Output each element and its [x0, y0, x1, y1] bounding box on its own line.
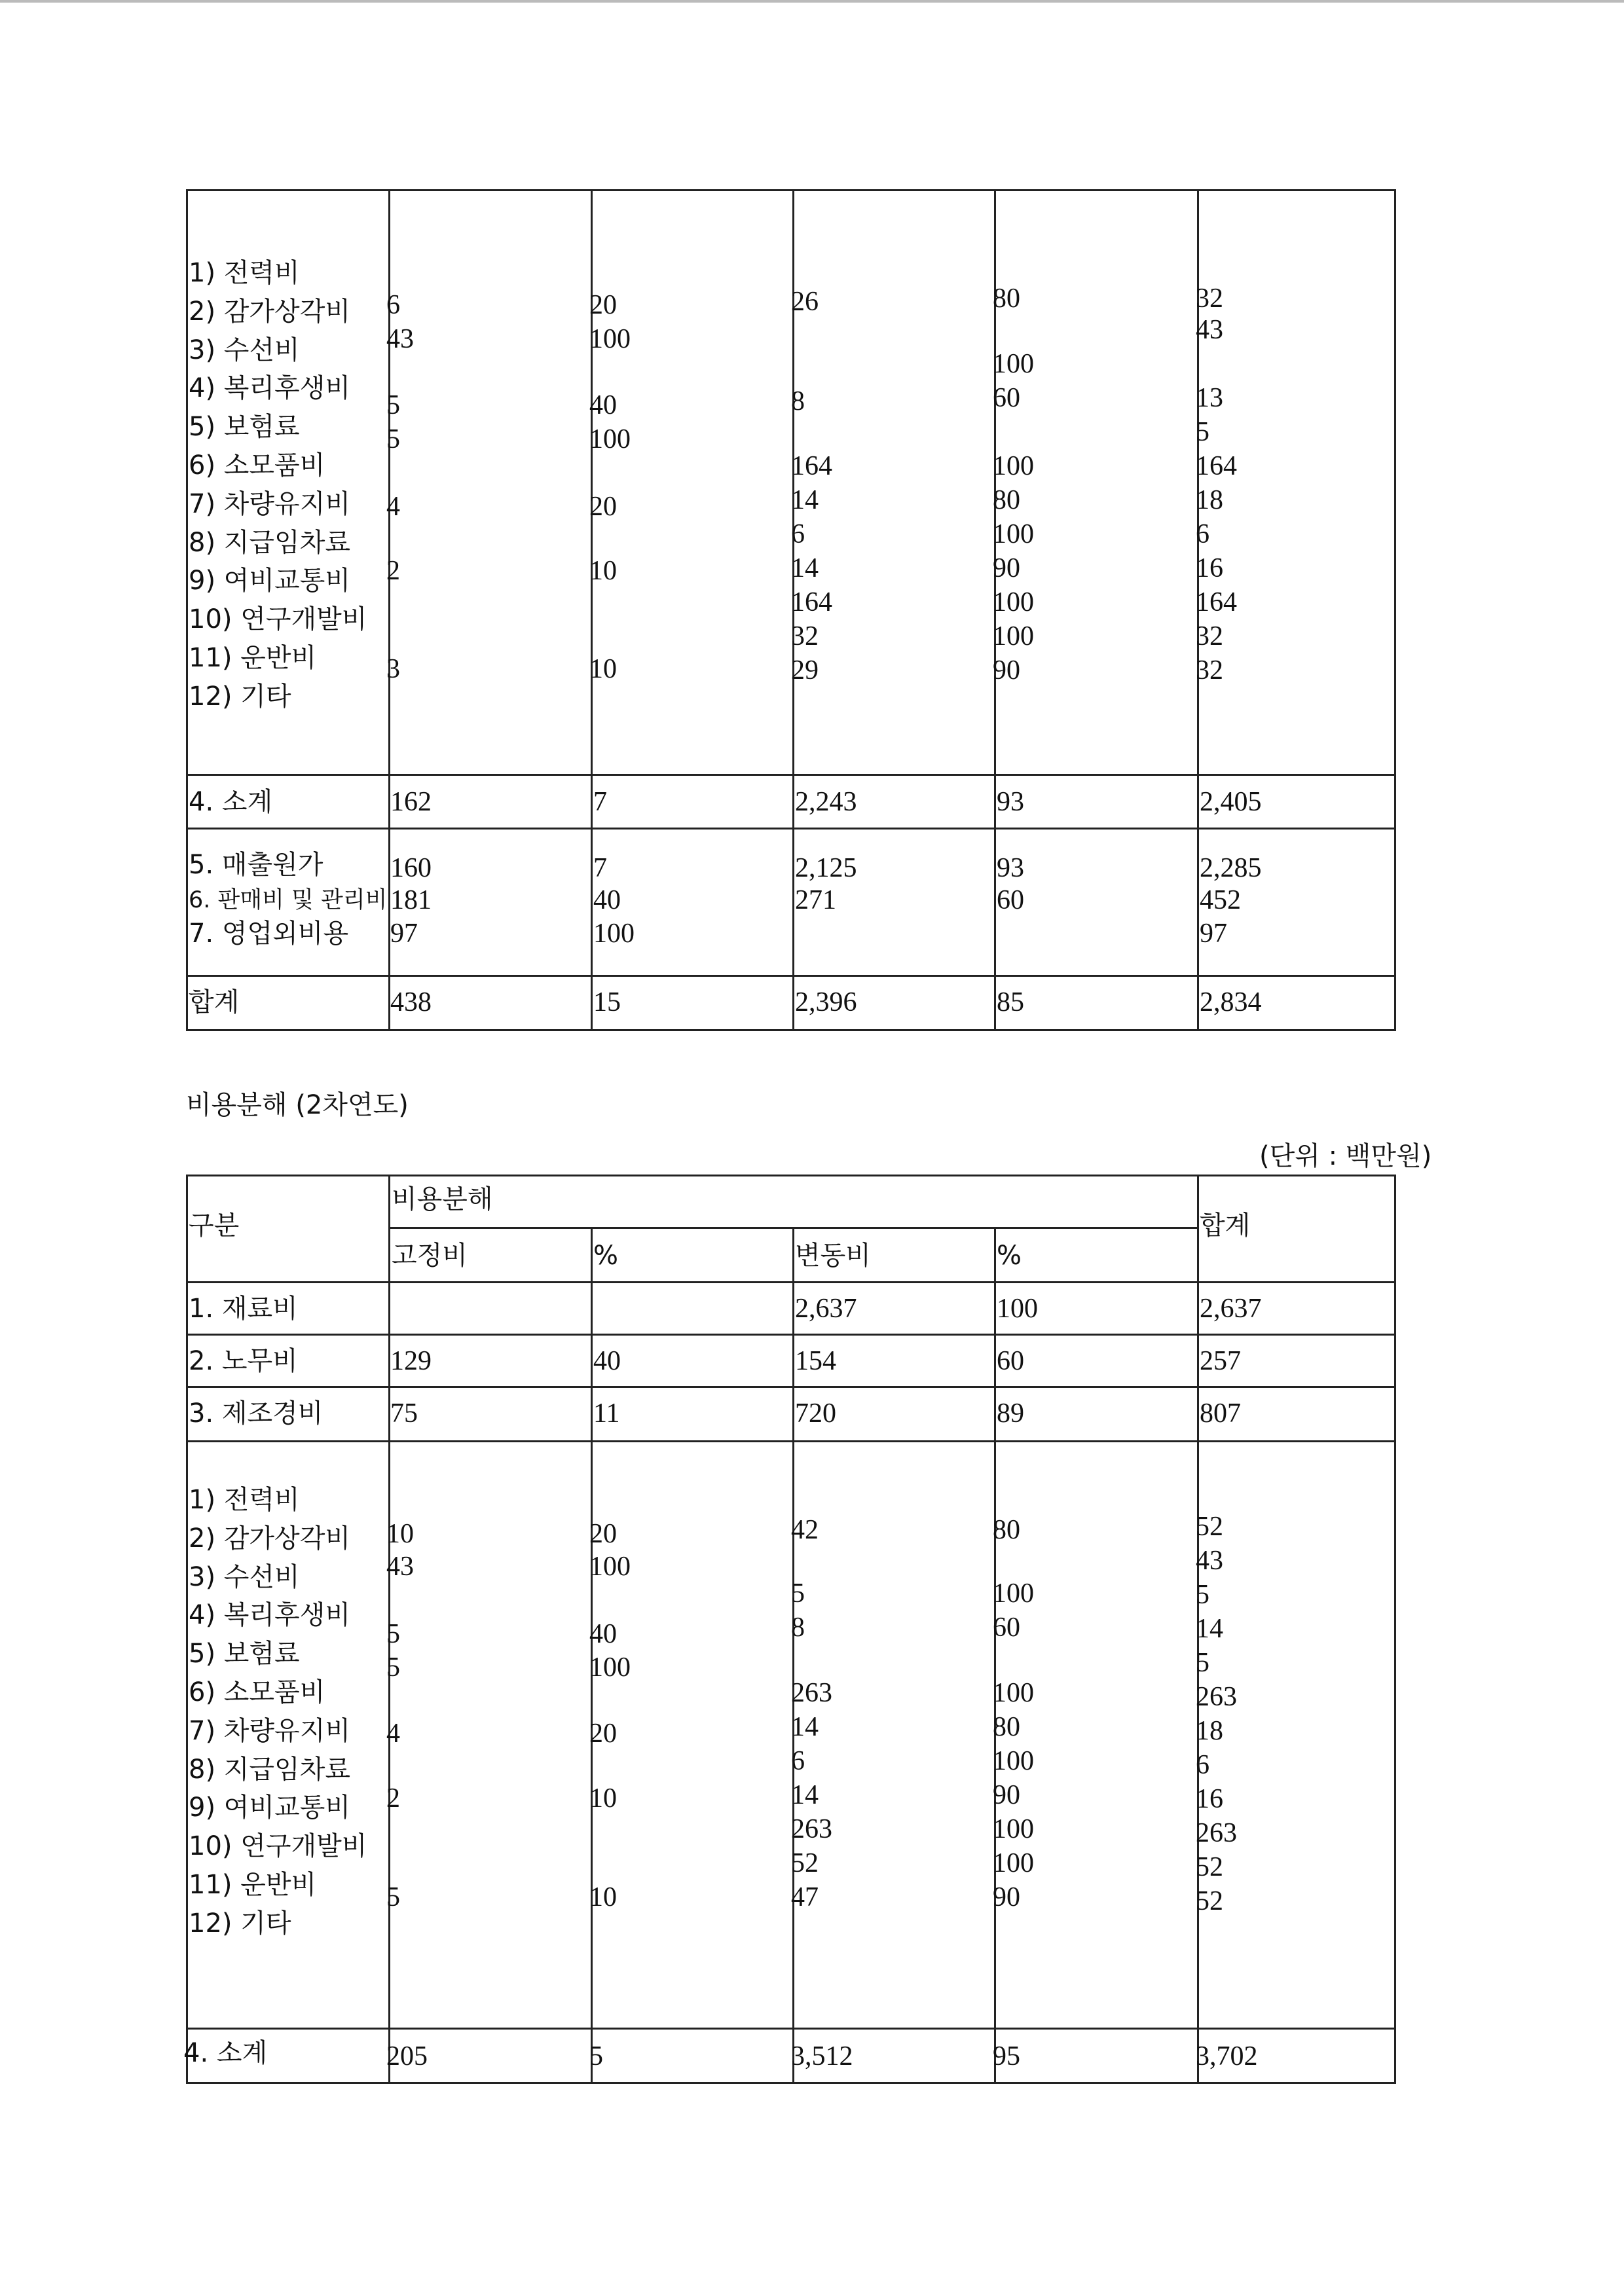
table-cell: 3,702	[1196, 2041, 1258, 2071]
list-item: 8) 지급임차료	[189, 1754, 350, 1785]
list-item: 6) 소모품비	[189, 1677, 325, 1707]
table-cell: 93	[997, 787, 1024, 817]
table-border	[186, 828, 1396, 829]
table-cell: 15	[593, 987, 621, 1017]
table-cell: 100	[993, 451, 1034, 481]
table-cell: 40	[593, 1346, 621, 1376]
table-cell: 16	[1196, 553, 1223, 583]
table-cell: 40	[593, 885, 621, 915]
table-cell: 129	[390, 1346, 432, 1376]
row-label: 합계	[189, 987, 240, 1017]
unit-label: (단위 : 백만원)	[1259, 1141, 1432, 1171]
table-cell: 5	[386, 1652, 400, 1683]
table-cell: 2,285	[1200, 853, 1262, 883]
table-cell: 164	[1196, 451, 1237, 481]
table-border	[792, 1227, 794, 2084]
table-cell: 32	[1196, 283, 1223, 314]
list-item: 1) 전력비	[189, 258, 300, 288]
row-label: 5. 매출원가	[189, 850, 323, 880]
table-cell: 2,125	[795, 853, 857, 883]
table-border	[186, 774, 1396, 776]
table-cell: 2,637	[795, 1294, 857, 1324]
table-cell: 52	[1196, 1852, 1223, 1882]
table-cell: 5	[386, 1882, 400, 1912]
row-label: 7. 영업외비용	[189, 919, 349, 949]
column-header: 구분	[189, 1211, 240, 1241]
table-cell: 95	[993, 2041, 1020, 2071]
variable-cost-column	[791, 449, 832, 687]
table-cell: 40	[589, 1619, 617, 1649]
list-item: 4) 복리후생비	[189, 1600, 350, 1631]
table-cell: 14	[791, 1780, 819, 1810]
list-item: 5) 보험료	[189, 412, 300, 443]
list-item: 3) 수선비	[189, 335, 300, 365]
variable-pct-column	[993, 1676, 1034, 1914]
table-cell: 100	[993, 1678, 1034, 1708]
table-border	[994, 1227, 996, 2084]
table-cell: 5	[1196, 417, 1209, 447]
table-cell: 100	[993, 621, 1034, 651]
list-item: 9) 여비교통비	[189, 566, 350, 596]
variable-pct-column	[993, 449, 1034, 687]
table-cell: 90	[993, 553, 1020, 583]
table-cell: 807	[1200, 1398, 1241, 1429]
table-border	[186, 1334, 1396, 1336]
table-cell: 4	[386, 492, 400, 522]
table-border	[1394, 189, 1396, 1031]
table-cell: 100	[993, 1848, 1034, 1878]
table-cell: 80	[993, 1515, 1020, 1545]
column-header-group: 비용분해	[392, 1184, 493, 1214]
scan-top-edge	[0, 0, 1624, 3]
table-cell: 5	[1196, 1648, 1209, 1678]
column-header: 고정비	[392, 1241, 468, 1271]
table-cell: 89	[997, 1398, 1024, 1429]
table-cell: 164	[791, 451, 832, 481]
table-cell: 100	[993, 1814, 1034, 1844]
table-cell: 93	[997, 853, 1024, 883]
list-item: 4) 복리후생비	[189, 373, 350, 404]
table-cell: 2,396	[795, 987, 857, 1017]
table-cell: 6	[1196, 1750, 1209, 1780]
table-cell: 16	[1196, 1784, 1223, 1814]
list-item: 12) 기타	[189, 681, 291, 712]
table-cell: 32	[1196, 655, 1223, 685]
table-cell: 43	[1196, 1546, 1223, 1576]
table-cell: 7	[593, 853, 607, 883]
table-cell: 6	[386, 290, 400, 320]
table-cell: 2,405	[1200, 787, 1262, 817]
table-cell: 100	[589, 1552, 631, 1582]
table-cell: 8	[791, 1613, 805, 1643]
table-border	[1394, 1175, 1396, 2084]
table-cell: 4	[386, 1719, 400, 1749]
table-cell: 100	[993, 587, 1034, 617]
table-cell: 60	[993, 1613, 1020, 1643]
variable-cost-column	[791, 1676, 832, 1914]
total-column	[1196, 415, 1237, 687]
list-item: 12) 기타	[189, 1908, 291, 1939]
list-item: 5) 보험료	[189, 1639, 300, 1669]
column-header: 합계	[1200, 1211, 1251, 1241]
table-cell: 52	[791, 1848, 819, 1878]
table-cell: 5	[386, 1619, 400, 1649]
table-cell: 263	[1196, 1682, 1237, 1712]
table-border	[186, 2082, 1396, 2084]
table-cell: 14	[791, 1712, 819, 1742]
table-cell: 2	[386, 556, 400, 586]
table-border	[186, 2028, 1396, 2030]
table-cell: 14	[791, 485, 819, 515]
row-label: 1. 재료비	[189, 1294, 298, 1324]
table-cell: 5	[1196, 1580, 1209, 1610]
table-cell: 43	[386, 324, 414, 354]
expense-item-list	[189, 1481, 367, 1943]
table-cell: 90	[993, 1780, 1020, 1810]
table-cell: 29	[791, 655, 819, 685]
table-cell: 154	[795, 1346, 836, 1376]
table-border	[186, 1386, 1396, 1388]
column-header: %	[997, 1241, 1022, 1271]
table-cell: 164	[1196, 587, 1237, 617]
row-label: 4. 소계	[183, 2038, 268, 2068]
table-cell: 3,512	[791, 2041, 853, 2071]
list-item: 10) 연구개발비	[189, 604, 367, 635]
table-cell: 18	[1196, 1716, 1223, 1746]
list-item: 3) 수선비	[189, 1561, 300, 1592]
list-item: 1) 전력비	[189, 1485, 300, 1515]
expense-item-list	[189, 254, 367, 716]
table-cell: 43	[1196, 315, 1223, 345]
table-cell: 263	[791, 1814, 832, 1844]
table-cell: 18	[1196, 485, 1223, 515]
table-cell: 2,243	[795, 787, 857, 817]
list-item: 11) 운반비	[189, 1869, 317, 1900]
table-border	[186, 189, 1396, 191]
table-border	[186, 1281, 1396, 1283]
table-cell: 100	[589, 424, 631, 454]
table-cell: 47	[791, 1882, 819, 1912]
list-item: 6) 소모품비	[189, 450, 325, 481]
total-column	[1196, 1510, 1237, 1918]
table-cell: 11	[593, 1398, 620, 1429]
row-label: 6. 판매비 및 관리비	[189, 887, 388, 913]
list-item: 7) 차량유지비	[189, 488, 350, 519]
table-cell: 6	[1196, 519, 1209, 549]
table-cell: 97	[1200, 919, 1227, 949]
table-cell: 14	[791, 553, 819, 583]
table-border	[186, 189, 188, 1031]
table-cell: 80	[993, 283, 1020, 314]
table-cell: 5	[386, 390, 400, 420]
table-cell: 263	[791, 1678, 832, 1708]
table-cell: 80	[993, 1712, 1020, 1742]
row-label: 2. 노무비	[189, 1346, 298, 1376]
table-cell: 20	[589, 1519, 617, 1549]
list-item: 2) 감가상각비	[189, 296, 350, 327]
table-cell: 100	[993, 1746, 1034, 1776]
table-cell: 100	[993, 1578, 1034, 1609]
list-item: 8) 지급임차료	[189, 527, 350, 558]
table-cell: 90	[993, 655, 1020, 685]
table-cell: 52	[1196, 1886, 1223, 1916]
table-cell: 5	[791, 1578, 805, 1609]
table-cell: 10	[386, 1519, 414, 1549]
row-label: 4. 소계	[189, 787, 273, 817]
list-item: 2) 감가상각비	[189, 1523, 350, 1554]
table-cell: 181	[390, 885, 432, 915]
table-cell: 60	[993, 383, 1020, 413]
table-border	[186, 1440, 1396, 1442]
table-cell: 90	[993, 1882, 1020, 1912]
table-cell: 720	[795, 1398, 836, 1429]
list-item: 7) 차량유지비	[189, 1715, 350, 1746]
table-cell: 5	[386, 424, 400, 454]
table-cell: 452	[1200, 885, 1241, 915]
table-cell: 13	[1196, 383, 1223, 413]
table-cell: 10	[589, 654, 617, 684]
table-cell: 2	[386, 1783, 400, 1813]
table-cell: 85	[997, 987, 1024, 1017]
list-item: 11) 운반비	[189, 642, 317, 673]
table-cell: 20	[589, 1719, 617, 1749]
table-border	[186, 975, 1396, 977]
table-cell: 80	[993, 485, 1020, 515]
table-cell: 75	[390, 1398, 418, 1429]
table-cell: 100	[993, 349, 1034, 379]
table-cell: 26	[791, 287, 819, 317]
row-label: 3. 제조경비	[189, 1398, 323, 1429]
column-header: %	[593, 1241, 619, 1271]
section-title: 비용분해 (2차연도)	[186, 1090, 409, 1120]
table-cell: 160	[390, 853, 432, 883]
table-cell: 100	[589, 1652, 631, 1683]
table-cell: 60	[997, 1346, 1024, 1376]
table-cell: 8	[791, 386, 805, 416]
table-border	[186, 1029, 1396, 1031]
table-cell: 257	[1200, 1346, 1241, 1376]
table-cell: 100	[993, 519, 1034, 549]
list-item: 10) 연구개발비	[189, 1831, 367, 1862]
table-cell: 3	[386, 654, 400, 684]
column-header: 변동비	[795, 1241, 871, 1271]
table-cell: 164	[791, 587, 832, 617]
table-cell: 52	[1196, 1512, 1223, 1542]
table-cell: 162	[390, 787, 432, 817]
table-cell: 60	[997, 885, 1024, 915]
table-cell: 6	[791, 519, 805, 549]
table-cell: 205	[386, 2041, 428, 2071]
table-cell: 43	[386, 1552, 414, 1582]
table-cell: 2,637	[1200, 1294, 1262, 1324]
table-cell: 20	[589, 492, 617, 522]
table-cell: 271	[795, 885, 836, 915]
table-cell: 14	[1196, 1614, 1223, 1644]
table-cell: 6	[791, 1746, 805, 1776]
table-cell: 10	[589, 1783, 617, 1813]
table-cell: 20	[589, 290, 617, 320]
table-cell: 32	[791, 621, 819, 651]
table-cell: 100	[593, 919, 635, 949]
table-cell: 32	[1196, 621, 1223, 651]
list-item: 9) 여비교통비	[189, 1793, 350, 1823]
table-cell: 100	[997, 1294, 1038, 1324]
table-cell: 2,834	[1200, 987, 1262, 1017]
table-border	[186, 1175, 188, 2084]
table-cell: 7	[593, 787, 607, 817]
table-cell: 10	[589, 556, 617, 586]
table-border	[186, 1175, 1396, 1176]
table-cell: 5	[589, 2041, 603, 2071]
table-cell: 42	[791, 1515, 819, 1545]
table-cell: 100	[589, 324, 631, 354]
table-cell: 438	[390, 987, 432, 1017]
table-cell: 263	[1196, 1818, 1237, 1848]
table-cell: 40	[589, 390, 617, 420]
table-cell: 97	[390, 919, 418, 949]
table-cell: 10	[589, 1882, 617, 1912]
